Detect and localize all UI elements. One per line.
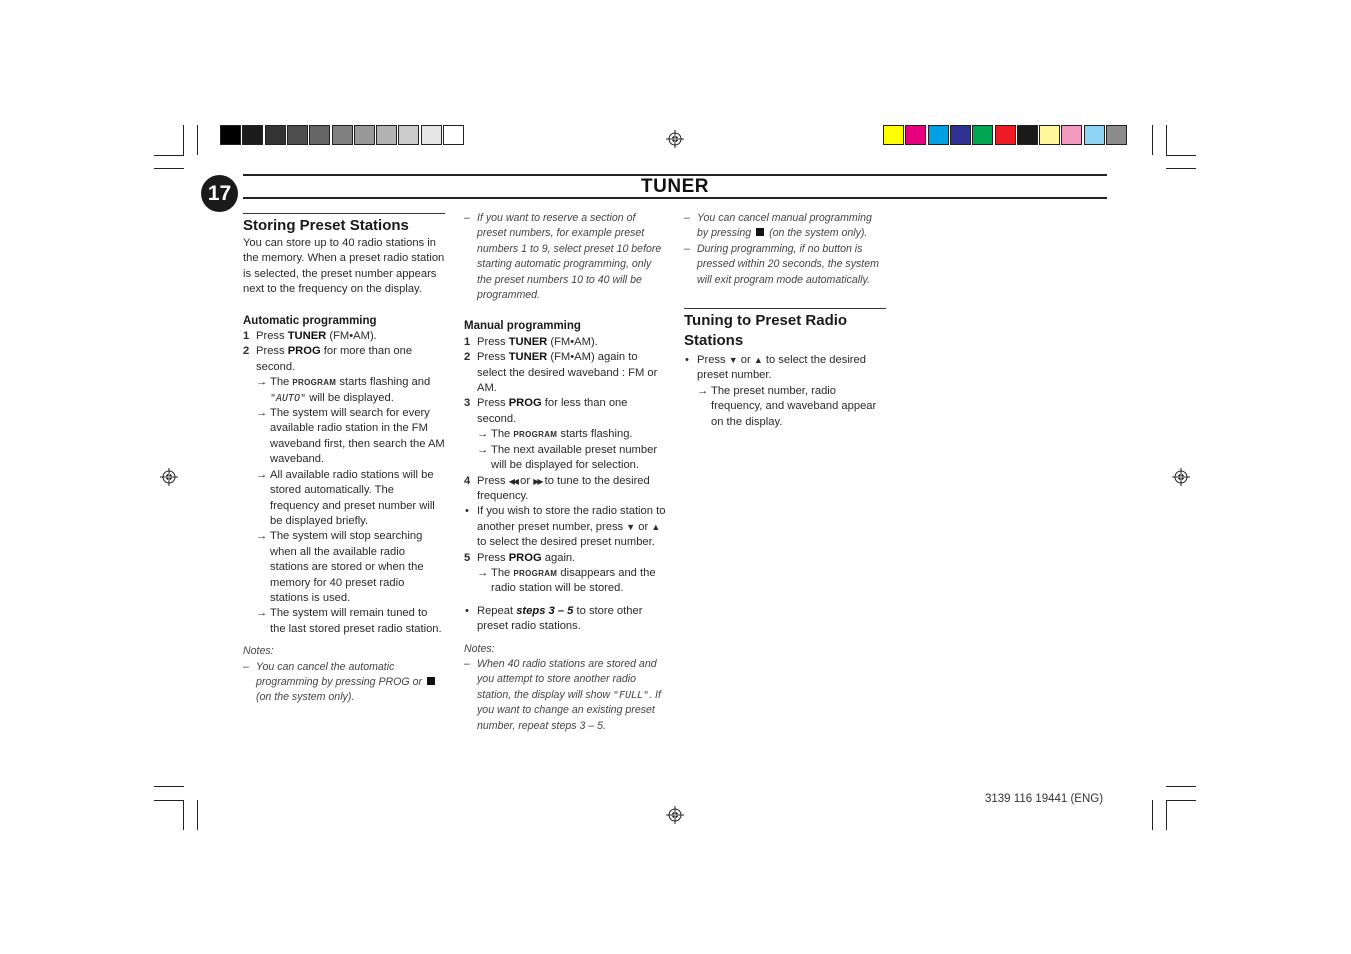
arrow-icon: → (697, 384, 709, 397)
result-item: → The system will stop searching when all the available radio stations are stored or when the memory for 40 preset radio stations is used. (256, 530, 424, 604)
column-1 (243, 213, 445, 706)
bullet-item: • Press ▼ or ▲ to select the desired preset number. (685, 354, 866, 382)
document-code: 3139 116 19441 (ENG) (985, 793, 1104, 805)
up-arrow-icon: ▲ (753, 355, 763, 366)
step-item: 1 Press TUNER (FM•AM). (464, 335, 598, 348)
result-item: → The PROGRAM starts flashing and "AUTO" will be displayed. (256, 376, 431, 404)
notes-label: Notes: (243, 645, 274, 658)
crop-mark (154, 155, 184, 156)
color-swatch (928, 125, 949, 145)
crop-mark (154, 168, 184, 169)
result-item: → The system will search for every available radio station in the FM waveband first, then search the AM waveband. (256, 407, 445, 466)
step-item: 5 Press PROG again. (464, 551, 576, 564)
result-item: → All available radio stations will be stored automatically. The frequency and preset number will be displayed briefly. (256, 468, 435, 527)
step-item: 2 Press PROG for more than one second. (243, 345, 413, 373)
step-item: 2 Press TUNER (FM•AM) again to select the desired waveband : FM or AM. (464, 351, 658, 395)
stop-icon (427, 677, 435, 685)
rewind-icon: ◀◀ (508, 476, 518, 486)
color-swatch (242, 125, 263, 145)
color-swatch (1017, 125, 1038, 145)
down-arrow-icon: ▼ (626, 521, 636, 532)
color-swatch (995, 125, 1016, 145)
prog-key: PROG (508, 551, 542, 564)
step-item: 3 Press PROG for less than one second. (464, 397, 628, 425)
prog-key: PROG (287, 345, 321, 358)
tuner-key: TUNER (508, 335, 548, 348)
color-swatch (443, 125, 464, 145)
result-item: → The system will remain tuned to the last stored preset radio station. (256, 607, 442, 635)
down-arrow-icon: ▼ (728, 355, 738, 366)
section-heading: Tuning to Preset Radio Stations (684, 312, 848, 350)
result-item: → The next available preset number will be displayed for selection. (477, 443, 658, 472)
subsection-heading: Manual programming (464, 320, 581, 333)
section-heading: Storing Preset Stations (243, 217, 409, 234)
registration-mark-icon (160, 468, 178, 486)
notes-label: Notes: (464, 642, 495, 655)
note-item: – During programming, if no button is pressed within 20 seconds, the system will exit program mode automatically. (684, 242, 879, 286)
note-item: – When 40 radio stations are stored and you attempt to store another radio station, the display will show "FULL". If you want to change an existing preset number, repeat steps 3 – 5. (464, 657, 661, 732)
subsection-heading: Automatic programming (243, 314, 377, 327)
step-item: 4 Press ◀◀ or ▶▶ to tune to the desired frequency. (464, 474, 650, 502)
arrow-icon: → (256, 468, 268, 481)
crop-mark (1166, 125, 1167, 155)
arrow-icon: → (477, 428, 489, 441)
crop-mark (197, 125, 198, 155)
stop-icon (756, 228, 764, 236)
color-swatch (972, 125, 993, 145)
bullet-item: • Repeat steps 3 – 5 to store other preset radio stations. (465, 604, 643, 633)
crop-mark (1152, 125, 1153, 155)
crop-mark (1166, 155, 1196, 156)
color-swatch (332, 125, 353, 145)
arrow-icon: → (256, 530, 268, 543)
color-swatch (309, 125, 330, 145)
page-title: TUNER (641, 176, 709, 197)
crop-mark (197, 800, 198, 830)
color-swatch (398, 125, 419, 145)
note-item: – You can cancel the automatic programming by pressing PROG or (on the system only). (243, 660, 445, 706)
crop-mark (1166, 800, 1196, 801)
lcd-text: "AUTO" (270, 392, 307, 404)
arrow-icon: → (256, 407, 268, 420)
step-item: 1 Press TUNER (FM•AM). (243, 330, 377, 343)
color-swatch (1061, 125, 1082, 145)
crop-mark (154, 786, 184, 787)
column-3 (684, 211, 886, 430)
crop-mark (183, 125, 184, 155)
color-swatch (376, 125, 397, 145)
arrow-icon: → (477, 443, 489, 456)
result-item: → The preset number, radio frequency, and waveband appear on the display. (697, 384, 877, 428)
crop-mark (154, 800, 184, 801)
result-item: → The PROGRAM starts flashing. (464, 427, 666, 442)
page-number: 17 (201, 175, 238, 212)
up-arrow-icon: ▲ (651, 521, 661, 532)
result-item: → The PROGRAM disappears and the radio station will be stored. (477, 566, 656, 595)
color-swatch (883, 125, 904, 145)
arrow-icon: → (256, 376, 268, 389)
registration-mark-icon (666, 806, 684, 824)
crop-mark (1152, 800, 1153, 830)
tuner-key: TUNER (287, 330, 327, 343)
crop-mark (1166, 786, 1196, 787)
color-swatch (1039, 125, 1060, 145)
lcd-text: "FULL" (613, 689, 650, 701)
color-swatch (421, 125, 442, 145)
color-swatch (220, 125, 241, 145)
arrow-icon: → (477, 566, 489, 579)
note-item: – If you want to reserve a section of preset numbers, for example preset numbers 1 to 9, select preset 10 before starting automatic programming, only the preset numbers 10 to 40 will be programmed. (464, 212, 662, 302)
color-swatch (1084, 125, 1105, 145)
color-swatch (265, 125, 286, 145)
color-swatch (354, 125, 375, 145)
note-item: – You can cancel manual programming by pressing (on the system only). (684, 212, 872, 240)
registration-mark-icon (666, 130, 684, 148)
bullet-item: • If you wish to store the radio station to another preset number, press ▼ or ▲ to select the desired preset number. (465, 505, 666, 549)
crop-mark (1166, 800, 1167, 830)
intro-text: You can store up to 40 radio stations in the memory. When a preset radio station is selected, the preset number appears next to the frequency on the display. (243, 237, 445, 296)
crop-mark (1166, 168, 1196, 169)
crop-mark (183, 800, 184, 830)
prog-key: PROG (508, 397, 542, 410)
registration-mark-icon (1172, 468, 1190, 486)
color-swatch (287, 125, 308, 145)
fast-forward-icon: ▶▶ (533, 476, 542, 486)
arrow-icon: → (256, 607, 268, 620)
color-swatch (905, 125, 926, 145)
tuner-key: TUNER (508, 351, 548, 364)
column-2 (464, 211, 666, 734)
header-rule-bottom (243, 197, 1107, 199)
color-swatch (950, 125, 971, 145)
color-swatch (1106, 125, 1127, 145)
